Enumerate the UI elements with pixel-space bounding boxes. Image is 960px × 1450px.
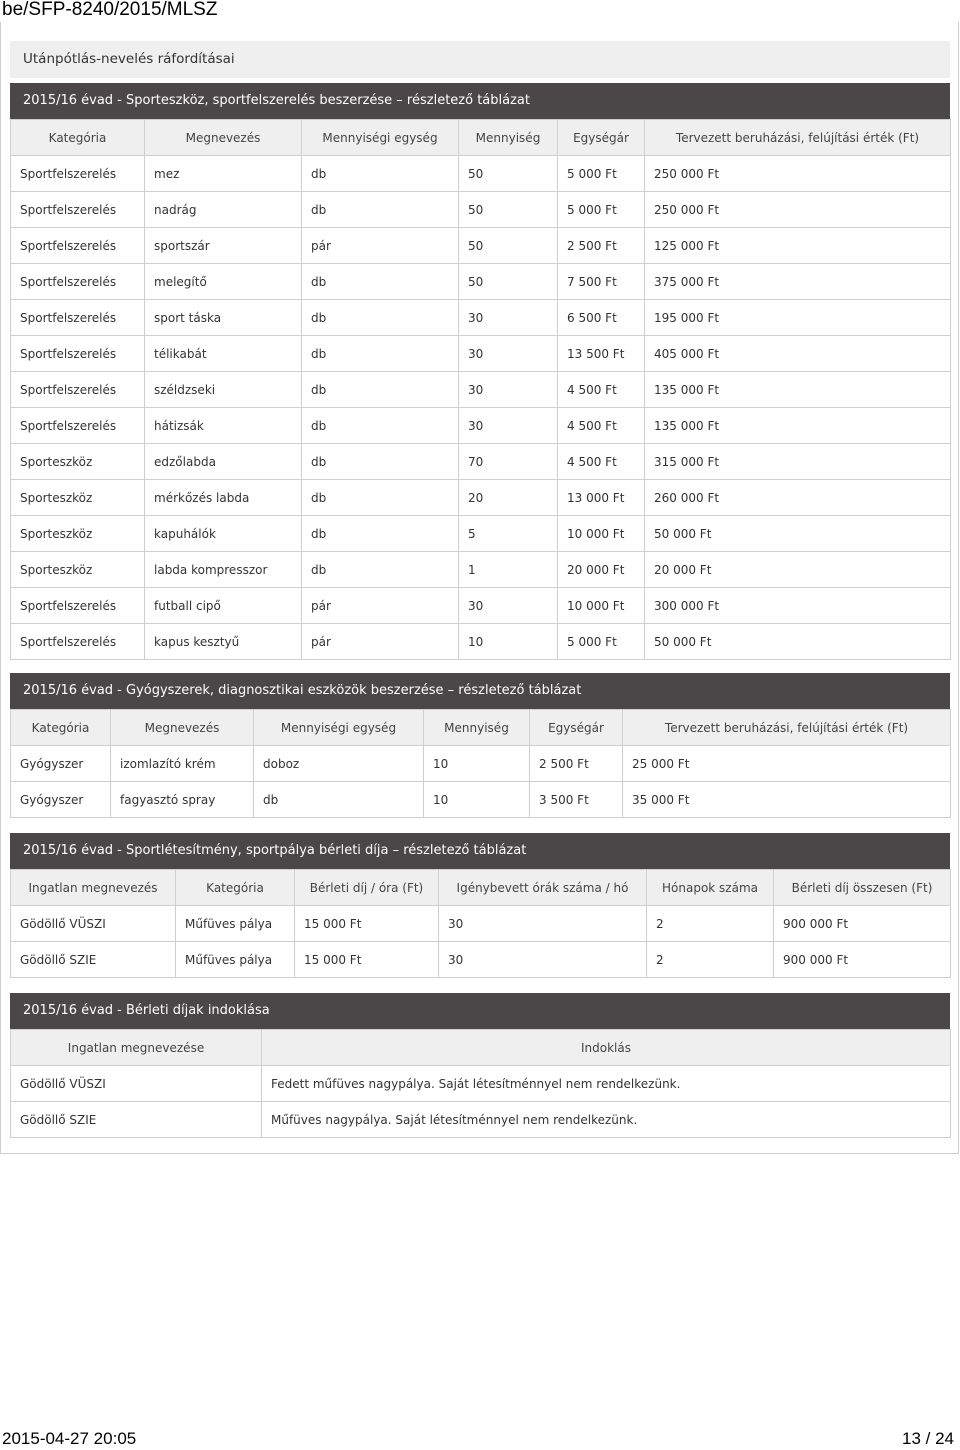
table-row [11, 228, 951, 264]
data-table [10, 1029, 951, 1138]
table-cell: széldzseki [145, 372, 302, 408]
table-header-row [11, 870, 951, 906]
table-cell: 4 500 Ft [558, 408, 645, 444]
table-cell: Sporteszköz [11, 552, 145, 588]
table-cell: labda kompresszor [145, 552, 302, 588]
column-header: Egységár [558, 120, 645, 156]
table-row [11, 588, 951, 624]
table-cell: 900 000 Ft [774, 942, 951, 978]
column-header: Ingatlan megnevezése [11, 1030, 262, 1066]
table-cell: 20 000 Ft [558, 552, 645, 588]
table-cell: 135 000 Ft [645, 408, 951, 444]
table-cell: 195 000 Ft [645, 300, 951, 336]
table-cell: 13 500 Ft [558, 336, 645, 372]
table-cell: 25 000 Ft [623, 746, 951, 782]
table-cell: 10 000 Ft [558, 516, 645, 552]
table-cell: 30 [459, 300, 558, 336]
table-header-row [11, 1030, 951, 1066]
table-cell: 315 000 Ft [645, 444, 951, 480]
table-row [11, 942, 951, 978]
table-cell: 260 000 Ft [645, 480, 951, 516]
table-cell: 50 000 Ft [645, 516, 951, 552]
table-cell: Gödöllő SZIE [11, 1102, 262, 1138]
table-cell: 125 000 Ft [645, 228, 951, 264]
table-cell: sport táska [145, 300, 302, 336]
table-cell: 50 [459, 192, 558, 228]
table-cell: Sporteszköz [11, 444, 145, 480]
table-cell: 20 [459, 480, 558, 516]
column-header: Mennyiségi egység [302, 120, 459, 156]
table-cell: Sportfelszerelés [11, 156, 145, 192]
table-cell: mez [145, 156, 302, 192]
table-cell: Gödöllő SZIE [11, 942, 176, 978]
table-row [11, 336, 951, 372]
table-cell: hátizsák [145, 408, 302, 444]
table-cell: 30 [459, 588, 558, 624]
table-cell: télikabát [145, 336, 302, 372]
table-cell: 30 [459, 408, 558, 444]
table-cell: db [302, 408, 459, 444]
table-cell: edzőlabda [145, 444, 302, 480]
table-cell: Gyógyszer [11, 746, 111, 782]
table-cell: Műfüves pálya [176, 942, 295, 978]
column-header: Mennyiség [424, 710, 530, 746]
table-cell: Műfüves pálya [176, 906, 295, 942]
table-cell: doboz [254, 746, 424, 782]
table-cell: 5 000 Ft [558, 156, 645, 192]
table-cell: Sportfelszerelés [11, 408, 145, 444]
column-header: Kategória [176, 870, 295, 906]
table-cell: mérkőzés labda [145, 480, 302, 516]
table-row [11, 1066, 951, 1102]
table-cell: Fedett műfüves nagypálya. Saját létesítménnyel nem rendelkezünk. [262, 1066, 951, 1102]
table-cell: nadrág [145, 192, 302, 228]
table-cell: 135 000 Ft [645, 372, 951, 408]
data-table [10, 869, 951, 978]
table-cell: 50 [459, 156, 558, 192]
table-cell: 20 000 Ft [645, 552, 951, 588]
table-header-row [11, 120, 951, 156]
table-cell: sportszár [145, 228, 302, 264]
table-header-row [11, 710, 951, 746]
table-cell: 30 [459, 372, 558, 408]
table-cell: 2 500 Ft [558, 228, 645, 264]
table-row [11, 444, 951, 480]
table-cell: 35 000 Ft [623, 782, 951, 818]
table-cell: melegítő [145, 264, 302, 300]
table-cell: 900 000 Ft [774, 906, 951, 942]
table-cell: pár [302, 624, 459, 660]
table-cell: 3 500 Ft [530, 782, 623, 818]
section-title: 2015/16 évad - Sporteszköz, sportfelszerelés beszerzése – részletező táblázat [10, 83, 950, 119]
section-title: 2015/16 évad - Gyógyszerek, diagnosztikai eszközök beszerzése – részletező táblázat [10, 673, 950, 709]
table-cell: 50 000 Ft [645, 624, 951, 660]
table-cell: 250 000 Ft [645, 156, 951, 192]
table-row [11, 782, 951, 818]
table-cell: 4 500 Ft [558, 444, 645, 480]
page-title: Utánpótlás-nevelés ráfordításai [10, 41, 950, 78]
table-cell: kapuhálók [145, 516, 302, 552]
footer-page-number: 13 / 24 [902, 1429, 954, 1448]
table-cell: 10 [424, 782, 530, 818]
table-cell: Sportfelszerelés [11, 588, 145, 624]
data-table [10, 119, 951, 660]
table-cell: db [302, 336, 459, 372]
table-cell: 30 [459, 336, 558, 372]
table-cell: Gödöllő VÜSZI [11, 906, 176, 942]
table-cell: 250 000 Ft [645, 192, 951, 228]
table-cell: Gyógyszer [11, 782, 111, 818]
table-cell: db [302, 192, 459, 228]
table-cell: 50 [459, 228, 558, 264]
table-cell: 30 [439, 942, 647, 978]
section-sports-equipment [10, 83, 950, 660]
column-header: Indoklás [262, 1030, 951, 1066]
table-cell: 1 [459, 552, 558, 588]
table-row [11, 408, 951, 444]
table-cell: 375 000 Ft [645, 264, 951, 300]
table-row [11, 300, 951, 336]
table-row [11, 746, 951, 782]
table-cell: 5 000 Ft [558, 624, 645, 660]
table-cell: 70 [459, 444, 558, 480]
table-row [11, 372, 951, 408]
column-header: Megnevezés [145, 120, 302, 156]
table-cell: Műfüves nagypálya. Saját létesítménnyel nem rendelkezünk. [262, 1102, 951, 1138]
table-cell: 15 000 Ft [295, 906, 439, 942]
table-row [11, 624, 951, 660]
data-table [10, 709, 951, 818]
table-cell: 4 500 Ft [558, 372, 645, 408]
column-header: Bérleti díj / óra (Ft) [295, 870, 439, 906]
table-cell: db [302, 516, 459, 552]
table-row [11, 516, 951, 552]
table-cell: Gödöllő VÜSZI [11, 1066, 262, 1102]
table-cell: 10 000 Ft [558, 588, 645, 624]
table-cell: db [302, 156, 459, 192]
section-rental-justification [10, 993, 950, 1138]
table-cell: fagyasztó spray [111, 782, 254, 818]
table-cell: pár [302, 588, 459, 624]
table-cell: 10 [424, 746, 530, 782]
table-cell: kapus kesztyű [145, 624, 302, 660]
table-cell: 300 000 Ft [645, 588, 951, 624]
table-cell: 2 500 Ft [530, 746, 623, 782]
table-cell: Sportfelszerelés [11, 192, 145, 228]
column-header: Tervezett beruházási, felújítási érték (Ft) [623, 710, 951, 746]
section-title: 2015/16 évad - Bérleti díjak indoklása [10, 993, 950, 1029]
column-header: Kategória [11, 120, 145, 156]
column-header: Bérleti díj összesen (Ft) [774, 870, 951, 906]
table-cell: Sportfelszerelés [11, 228, 145, 264]
section-title: 2015/16 évad - Sportlétesítmény, sportpálya bérleti díja – részletező táblázat [10, 833, 950, 869]
table-cell: Sporteszköz [11, 516, 145, 552]
column-header: Hónapok száma [647, 870, 774, 906]
table-cell: 10 [459, 624, 558, 660]
table-cell: 50 [459, 264, 558, 300]
table-cell: pár [302, 228, 459, 264]
table-row [11, 552, 951, 588]
column-header: Kategória [11, 710, 111, 746]
section-facility-rental [10, 833, 950, 978]
table-cell: izomlazító krém [111, 746, 254, 782]
column-header: Ingatlan megnevezés [11, 870, 176, 906]
column-header: Igénybevett órák száma / hó [439, 870, 647, 906]
column-header: Egységár [530, 710, 623, 746]
table-row [11, 192, 951, 228]
table-cell: Sportfelszerelés [11, 264, 145, 300]
column-header: Mennyiségi egység [254, 710, 424, 746]
table-cell: 7 500 Ft [558, 264, 645, 300]
column-header: Tervezett beruházási, felújítási érték (Ft) [645, 120, 951, 156]
table-cell: 5 [459, 516, 558, 552]
table-cell: 15 000 Ft [295, 942, 439, 978]
table-cell: Sportfelszerelés [11, 336, 145, 372]
column-header: Megnevezés [111, 710, 254, 746]
table-cell: db [302, 300, 459, 336]
document-id: be/SFP-8240/2015/MLSZ [2, 0, 218, 20]
section-medicine [10, 673, 950, 818]
table-cell: db [302, 372, 459, 408]
table-cell: 6 500 Ft [558, 300, 645, 336]
table-row [11, 264, 951, 300]
table-cell: db [302, 444, 459, 480]
table-cell: Sportfelszerelés [11, 300, 145, 336]
table-cell: 2 [647, 942, 774, 978]
table-cell: futball cipő [145, 588, 302, 624]
table-row [11, 1102, 951, 1138]
table-cell: db [302, 480, 459, 516]
table-cell: db [302, 264, 459, 300]
footer-timestamp: 2015-04-27 20:05 [2, 1429, 137, 1448]
column-header: Mennyiség [459, 120, 558, 156]
table-cell: 30 [439, 906, 647, 942]
table-cell: db [254, 782, 424, 818]
table-cell: Sporteszköz [11, 480, 145, 516]
table-cell: Sportfelszerelés [11, 372, 145, 408]
table-cell: Sportfelszerelés [11, 624, 145, 660]
table-row [11, 480, 951, 516]
table-row [11, 906, 951, 942]
table-cell: 405 000 Ft [645, 336, 951, 372]
table-cell: 2 [647, 906, 774, 942]
table-row [11, 156, 951, 192]
table-cell: 13 000 Ft [558, 480, 645, 516]
table-cell: 5 000 Ft [558, 192, 645, 228]
table-cell: db [302, 552, 459, 588]
